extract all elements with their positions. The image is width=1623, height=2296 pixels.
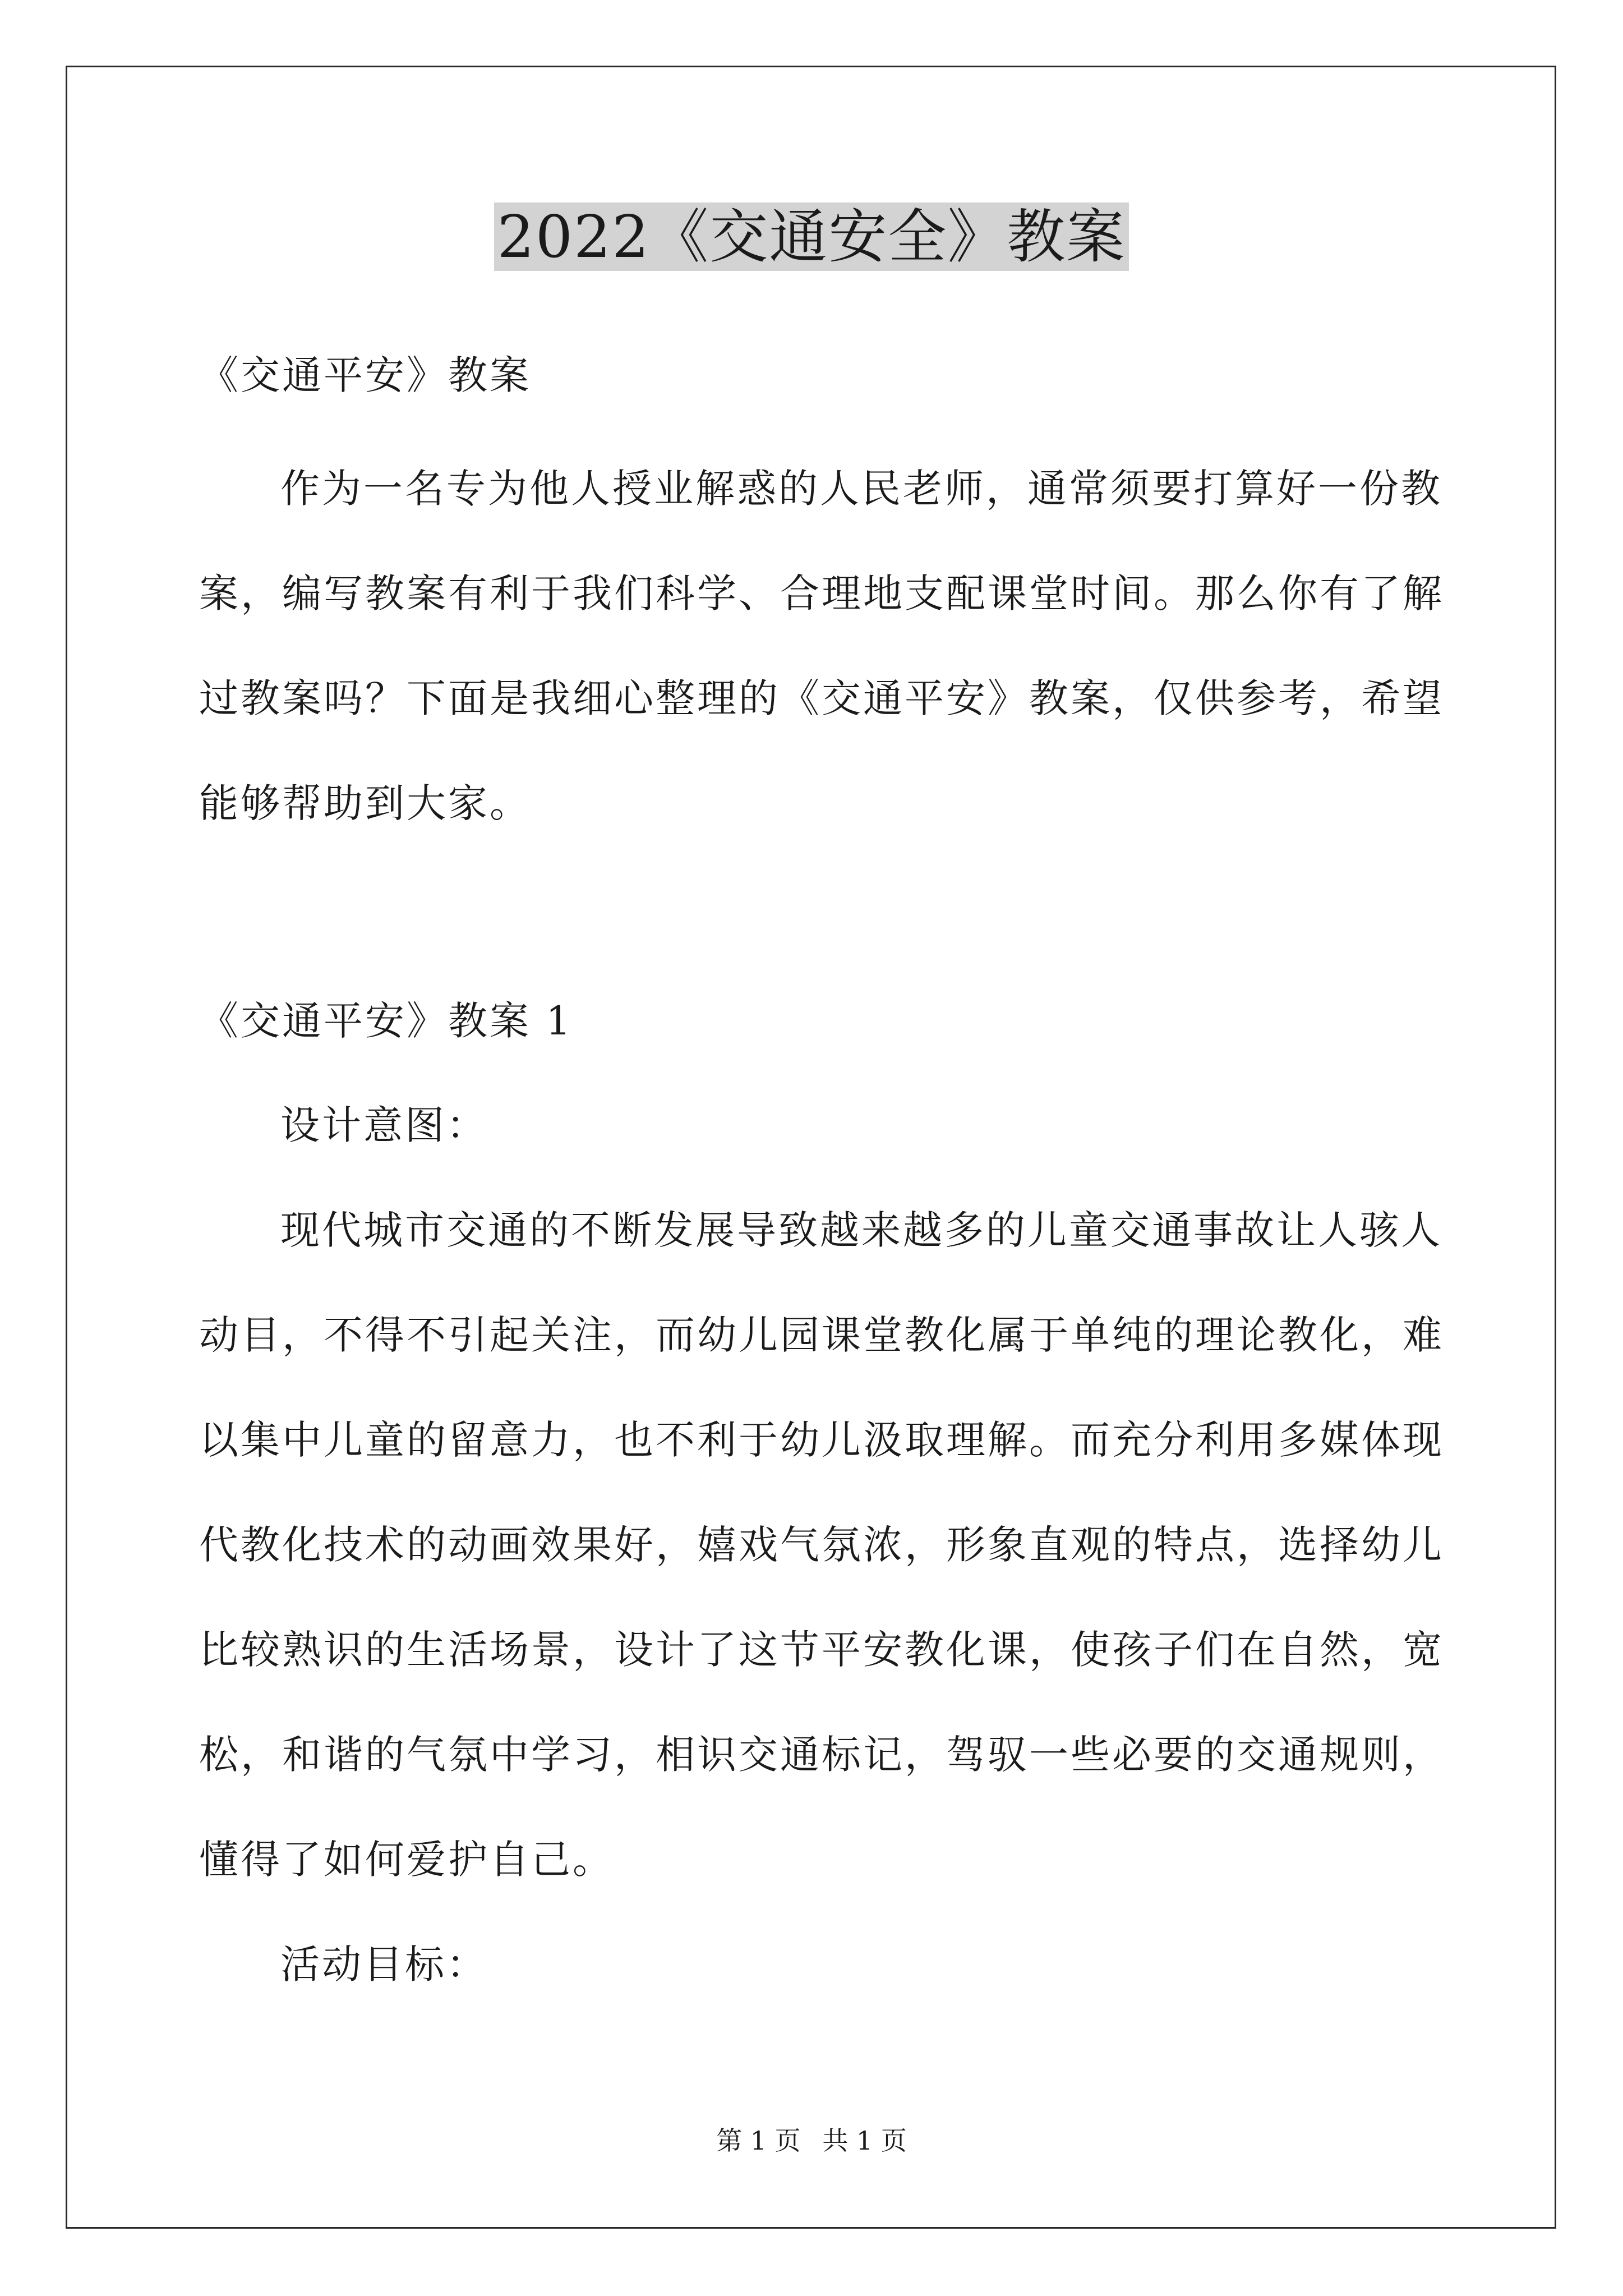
total-pages: 共 1 页 xyxy=(822,2125,907,2156)
intro-heading: 《交通平安》教案 xyxy=(199,352,531,398)
document-title: 2022《交通安全》教案 xyxy=(0,197,1623,276)
design-paragraph-line: 比较熟识的生活场景，设计了这节平安教化课，使孩子们在自然，宽 xyxy=(199,1627,1444,1673)
section-heading: 《交通平安》教案 1 xyxy=(199,998,573,1044)
design-intent-label: 设计意图： xyxy=(280,1102,488,1148)
design-paragraph-line: 松，和谐的气氛中学习，相识交通标记，驾驭一些必要的交通规则， xyxy=(199,1732,1444,1778)
design-paragraph-line: 现代城市交通的不断发展导致越来越多的儿童交通事故让人骇人 xyxy=(280,1207,1442,1253)
intro-paragraph-line: 能够帮助到大家。 xyxy=(199,780,531,826)
design-paragraph-line: 懂得了如何爱护自己。 xyxy=(199,1837,614,1883)
activity-goals-label: 活动目标： xyxy=(280,1941,488,1987)
page-number: 第 1 页 xyxy=(716,2125,801,2156)
design-paragraph-line: 以集中儿童的留意力，也不利于幼儿汲取理解。而充分利用多媒体现 xyxy=(199,1417,1444,1463)
intro-paragraph-line: 过教案吗？下面是我细心整理的《交通平安》教案，仅供参考，希望 xyxy=(199,675,1444,721)
intro-paragraph-line: 案，编写教案有利于我们科学、合理地支配课堂时间。那么你有了解 xyxy=(199,570,1444,616)
page-footer xyxy=(0,2124,1623,2157)
intro-paragraph-line: 作为一名专为他人授业解惑的人民老师，通常须要打算好一份教 xyxy=(280,466,1442,512)
design-paragraph-line: 动目，不得不引起关注，而幼儿园课堂教化属于单纯的理论教化，难 xyxy=(199,1312,1444,1358)
design-paragraph-line: 代教化技术的动画效果好，嬉戏气氛浓，形象直观的特点，选择幼儿 xyxy=(199,1522,1444,1568)
